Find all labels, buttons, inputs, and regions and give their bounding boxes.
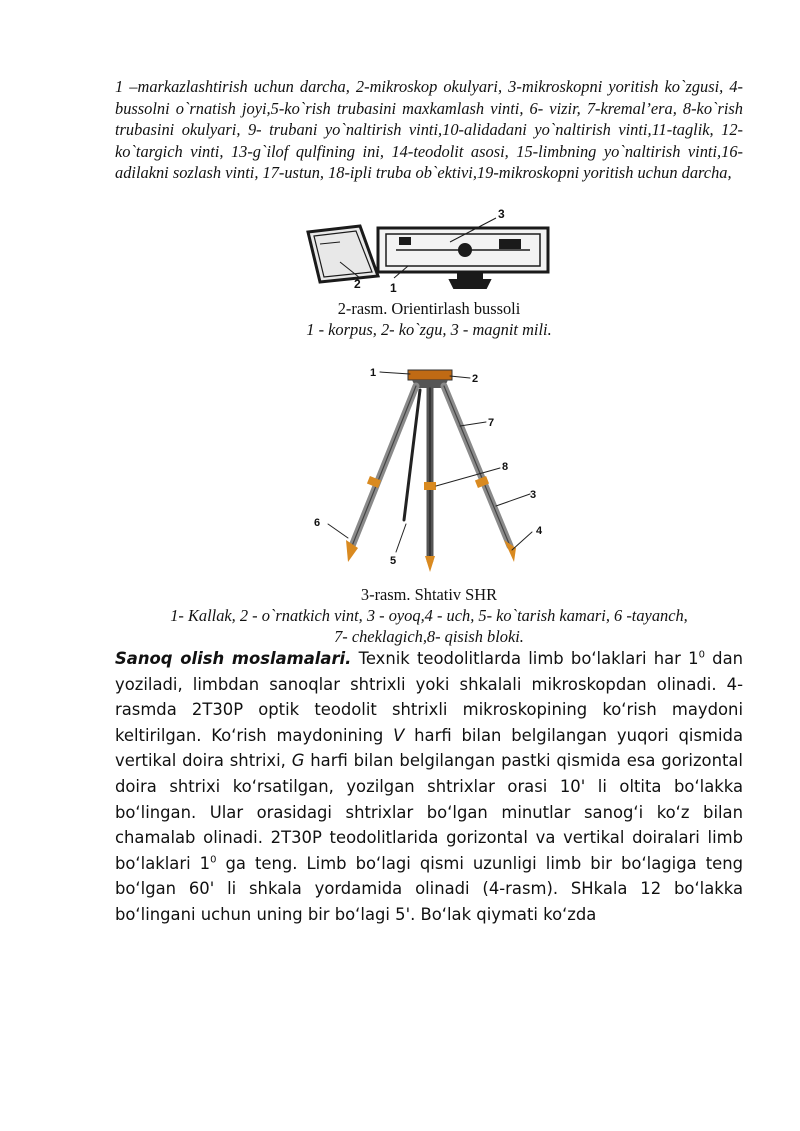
body-text-2: dan yoziladi, limbdan sanoqlar shtrixli yoki shkalali mikroskopdan olinadi. 4- rasmda 2T30P optik teodolit shtrixli mikroskopining ko‘rish maydoni keltirilgan. Ko‘rish maydonining [115, 649, 744, 745]
section-heading: Sanoq olish moslamalari. [115, 649, 352, 668]
figure2-caption-block [115, 298, 743, 340]
tripod-label-3: 3 [530, 489, 537, 501]
compass-label-3: 3 [498, 207, 505, 221]
figure3-caption: 3-rasm. Shtativ SHR [360, 585, 498, 604]
figure2-caption: 2-rasm. Orientirlash bussoli [337, 299, 521, 318]
compass-drawing [308, 218, 548, 288]
tripod-label-5: 5 [390, 555, 397, 567]
tripod-label-4: 4 [536, 525, 543, 537]
figure2-subcaption: 1 - korpus, 2- ko`zgu, 3 - magnit mili. [306, 320, 552, 339]
tripod-label-7: 7 [488, 417, 495, 429]
figure3-subcaption-line2: 7- cheklagich,8- qisish bloki. [334, 627, 524, 646]
body-text-5: ga teng. Limb bo‘lagi qismi uzunligi limb bir bo‘lagiga teng bo‘lgan 60' li shkala yordamida olinadi (4-rasm). SHkala 12 bo‘lakka bo‘lingani uchun uning bir bo‘lagi 5'. Bo‘lak qiymati ko‘zda [115, 853, 744, 924]
degree-sup-2: 0 [210, 854, 217, 866]
body-text-1: Texnik teodolitlarda limb bo‘laklari har 1 [351, 649, 699, 668]
tripod-label-6: 6 [314, 517, 321, 529]
compass-label-1: 1 [390, 281, 397, 295]
tripod-label-1: 1 [370, 367, 377, 379]
compass-figure [300, 204, 560, 296]
body-text-3: harfi bilan belgilangan yuqori qismida vertikal doira shtrixi, [115, 725, 743, 771]
tripod-figure [300, 360, 560, 582]
degree-sup-1: 0 [698, 649, 705, 661]
figure3-caption-block [115, 584, 743, 647]
tripod-label-8: 8 [502, 461, 509, 473]
compass-label-2: 2 [354, 277, 361, 291]
figure3-subcaption-line1: 1- Kallak, 2 - o`rnatkich vint, 3 - oyoq,4 - uch, 5- ko`tarish kamari, 6 -tayanch, [170, 606, 688, 625]
body-text-4: harfi bilan belgilangan pastki qismida esa gorizontal doira shtrixi ko‘rsatilgan, yozilgan shtrixlar orasi 10' li oltita bo‘lakka bo‘lingan. Ular orasidagi shtrixlar bo‘lgan minutlar sanog‘i ko‘z bilan chamalab olinadi. 2T30P teodolitlarida gorizontal va vertikal doiralari limb bo‘laklari 1 [115, 751, 743, 873]
letter-v: V [393, 725, 405, 745]
letter-g: G [291, 751, 305, 771]
tripod-label-2: 2 [472, 373, 479, 385]
figure1-legend: 1 –markazlashtirish uchun darcha, 2-mikroskop okulyari, 3-mikroskopni yoritish ko`zgusi, 4-bussolni o`rnatish joyi,5-ko`rish trubasini maxkamlash vinti, 6- vizir, 7-kremal’era, 8-ko`rish trubasini okulyari, 9- trubani yo`naltirish vinti,10-alidadani yo`naltirish vinti,11-taglik, 12-ko`targich vinti, 13-g`ilof qulfining ini, 14-teodolit asosi, 15-limbning yo`naltirish vinti,16-adilakni sozlash vinti, 17-ustun, 18-ipli truba ob`ektivi,19-mikroskopni yoritish uchun darcha, [115, 77, 743, 183]
body-paragraph [115, 646, 743, 928]
